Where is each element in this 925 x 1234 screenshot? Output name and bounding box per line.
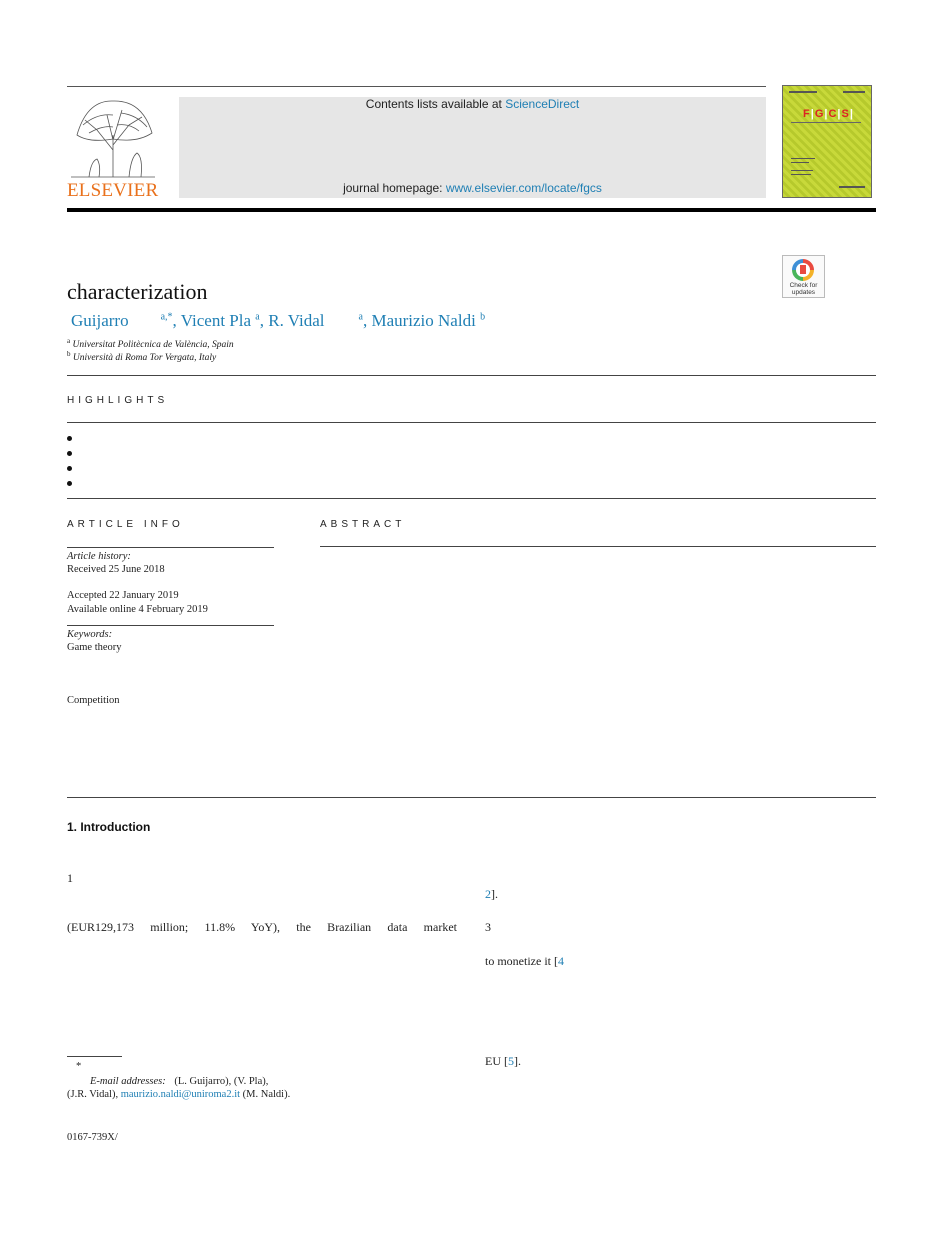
author-affiliation-mark: b <box>480 311 486 323</box>
header-top-rule <box>67 86 766 87</box>
section-heading: 1. Introduction <box>67 820 151 834</box>
journal-banner <box>179 97 766 198</box>
abstract-heading: ABSTRACT <box>320 519 406 530</box>
journal-cover-image[interactable] <box>782 85 872 198</box>
footnote-star: * <box>76 1061 82 1072</box>
article-history-label: Article history: <box>67 551 131 562</box>
journal-cover-title: F|G|C|S| <box>803 108 854 120</box>
publisher-name: ELSEVIER <box>67 180 159 201</box>
body-fragment: EU [5]. <box>485 1054 521 1068</box>
paper-title: characterization <box>67 279 208 304</box>
affiliation: $^a$ Universitat Politècnica de València, Spain <box>67 337 234 351</box>
email-link[interactable]: maurizio.naldi@uniroma2.it <box>120 1089 241 1100</box>
journal-homepage-link[interactable]: www.elsevier.com/locate/fgcs <box>445 181 602 195</box>
highlights-heading: HIGHLIGHTS <box>67 395 169 406</box>
footnote-line: E-mail addresses: (L. Guijarro), (V. Pla), <box>90 1076 269 1087</box>
author-list: Guijarro $^{a,*}$, Vicent Pla $^a$, R. Vidal $^a$, Maurizio Naldi $^b$ <box>71 311 486 330</box>
affiliation: $^b$ Università di Roma Tor Vergata, Italy <box>67 350 217 364</box>
keyword: Game theory <box>67 642 122 653</box>
contents-line: Contents lists available at ScienceDirect <box>365 97 580 111</box>
received-date: Received 25 June 2018 <box>67 564 165 575</box>
reference-link[interactable]: 3 <box>485 920 491 934</box>
divider <box>67 422 876 423</box>
highlight-bullet <box>67 436 72 441</box>
body-fragment: 2]. <box>485 887 498 901</box>
sciencedirect-link[interactable]: ScienceDirect <box>505 97 580 111</box>
author-name[interactable]: Maurizio Naldi <box>371 311 476 330</box>
body-fragment: to monetize it [4 <box>485 954 564 968</box>
author-affiliation-mark: a,* <box>160 311 173 323</box>
reference-link[interactable]: 1 <box>67 871 73 885</box>
crossmark-icon <box>792 259 814 281</box>
highlight-bullet <box>67 451 72 456</box>
keyword: Competition <box>67 695 120 706</box>
author-affiliation-mark: a <box>255 311 260 323</box>
divider <box>67 547 274 548</box>
divider <box>67 797 876 798</box>
divider <box>320 546 876 547</box>
divider <box>67 375 876 376</box>
available-online-date: Available online 4 February 2019 <box>67 604 208 615</box>
check-for-updates-badge[interactable] <box>782 255 825 298</box>
keywords-label: Keywords: <box>67 629 113 640</box>
divider <box>67 625 274 626</box>
accepted-date: Accepted 22 January 2019 <box>67 590 179 601</box>
issn: 0167-739X/ <box>67 1132 118 1143</box>
homepage-line: journal homepage: www.elsevier.com/locate/fgcs <box>343 181 602 195</box>
reference-link[interactable]: 2 <box>485 887 491 901</box>
reference-link[interactable]: 5 <box>508 1054 514 1068</box>
highlight-bullet <box>67 481 72 486</box>
divider <box>67 498 876 499</box>
footnote-line: (J.R. Vidal), maurizio.naldi@uniroma2.it (M. Naldi). <box>67 1089 291 1100</box>
header-thick-rule <box>67 208 876 212</box>
author-name[interactable]: Guijarro <box>71 311 129 330</box>
author-name[interactable]: Vicent Pla <box>180 311 252 330</box>
footnote-rule <box>67 1056 122 1057</box>
body-line: (EUR129,173 million; 11.8% YoY), the Brazilian data market <box>67 920 457 934</box>
reference-link[interactable]: 4 <box>557 954 564 968</box>
author-name[interactable]: R. Vidal <box>268 311 325 330</box>
highlight-bullet <box>67 466 72 471</box>
author-affiliation-mark: a <box>358 311 363 323</box>
article-info-heading: ARTICLE INFO <box>67 519 184 530</box>
check-updates-label: Check for updates <box>789 282 818 296</box>
